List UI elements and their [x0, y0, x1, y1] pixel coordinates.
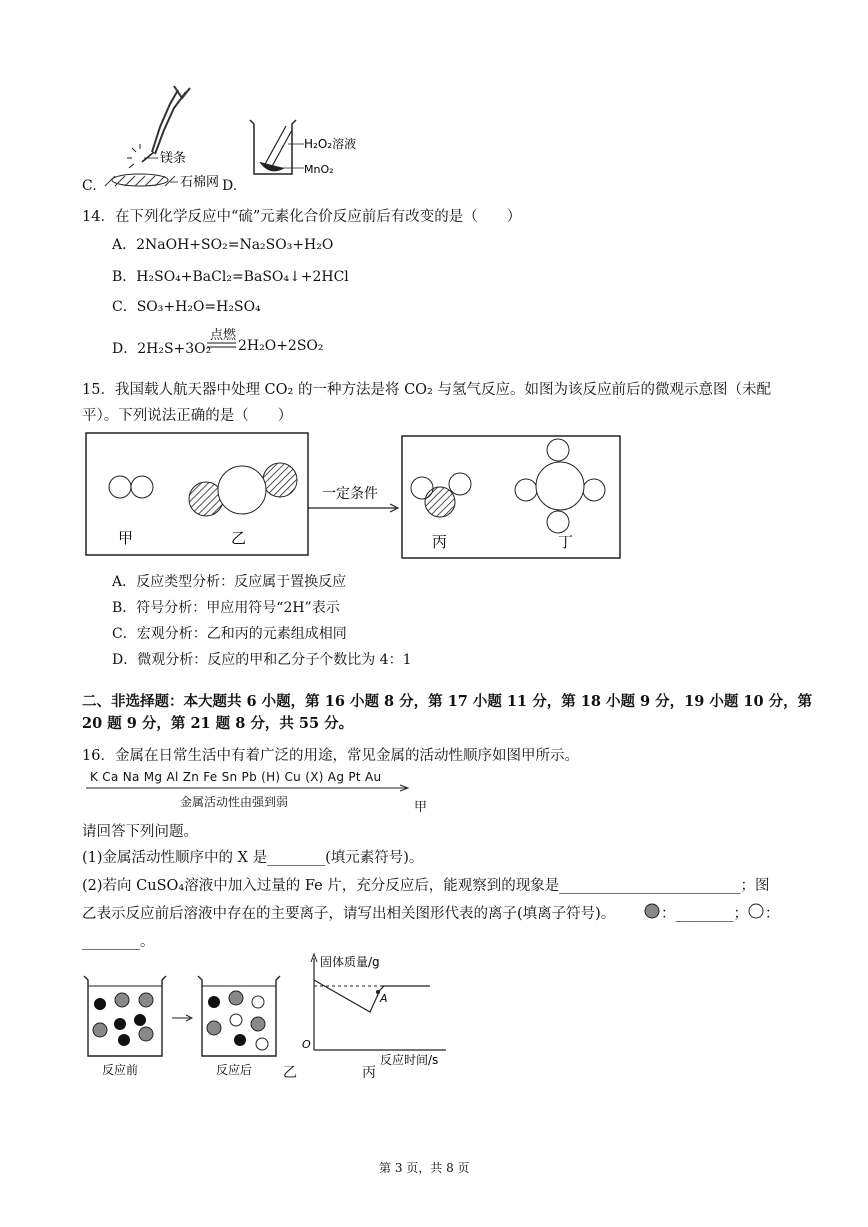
y-axis-label: 固体质量/g: [320, 955, 380, 969]
page-footer: 第 3 页，共 8 页: [379, 1161, 470, 1175]
activity-caption: 金属活动性由强到弱: [180, 795, 289, 809]
catalyst-label: MnO₂: [304, 163, 334, 176]
label-jia: 甲: [118, 529, 134, 547]
x-axis-label: 反应时间/s: [380, 1053, 439, 1067]
question-14-option-a: A．2NaOH+SO₂=Na₂SO₃+H₂O: [112, 237, 334, 253]
hydrogen-atom-icon: [515, 479, 537, 501]
magnesium-burning-figure: [100, 82, 240, 197]
hydrogen-peroxide-figure: [246, 118, 366, 180]
question-14-stem: 14．在下列化学反应中“硫”元素化合价反应前后有改变的是（ ）: [82, 209, 522, 225]
oxygen-atom-icon: [263, 463, 297, 497]
question-15-stem-line1: 15．我国载人航天器中处理 CO₂ 的一种方法是将 CO₂ 与氢气反应。如图为该反应前后的微观示意图（未配: [82, 382, 771, 398]
question-15-option-d: D．微观分析：反应的甲和乙分子个数比为 4：1: [112, 652, 412, 668]
question-15-option-a: A．反应类型分析：反应属于置换反应: [112, 574, 347, 590]
question-14-option-b: B．H₂SO₄+BaCl₂=BaSO₄↓+2HCl: [112, 269, 349, 285]
figure-yi-label: 乙: [283, 1065, 297, 1081]
mass-curve: [314, 980, 384, 1012]
activity-series: K Ca Na Mg Al Zn Fe Sn Pb (H) Cu (X) Ag Pt Au: [90, 770, 382, 784]
label-yi: 乙: [231, 529, 247, 547]
oxygen-atom-icon: [425, 487, 455, 517]
hydrogen-atom-icon: [547, 511, 569, 533]
carbon-atom-icon: [536, 462, 584, 510]
reaction-microscopic-diagram: [84, 430, 624, 562]
question-16-blank-gray: ：________；: [661, 906, 748, 922]
figure-jia-label: 甲: [414, 800, 428, 815]
reaction-condition: 点燃: [210, 328, 237, 343]
option-c-label: C.: [82, 178, 97, 194]
question-16-sub1: (1)金属活动性顺序中的 X 是________(填元素符号)。: [82, 850, 424, 866]
hydrogen-atom-icon: [547, 439, 569, 461]
question-15-option-c: C．宏观分析：乙和丙的元素组成相同: [112, 626, 347, 642]
sparks-icon: [127, 144, 140, 168]
label-ding: 丁: [558, 533, 574, 551]
question-16-sub2-line2: 乙表示反应前后溶液中存在的主要离子，请写出相关图形代表的离子(填离子符号)。: [82, 906, 616, 922]
question-14-option-d: D．2H₂S+3O₂: [112, 341, 212, 357]
question-15-option-b: B．符号分析：甲应用符号“2H”表示: [112, 600, 340, 616]
hydrogen-atom-icon: [131, 476, 153, 498]
ribbon-label: 镁条: [160, 151, 187, 166]
section-2-heading-line1: 二、非选择题：本大题共 6 小题，第 16 小题 8 分，第 17 小题 11 分，第 18 小题 9 分，19 小题 10 分，第: [82, 693, 813, 710]
before-label: 反应前: [102, 1063, 139, 1077]
question-16-prompt: 请回答下列问题。: [82, 824, 198, 840]
question-15-stem-line2: 平）。下列说法正确的是（ ）: [82, 408, 293, 424]
solution-label: H₂O₂溶液: [304, 137, 357, 151]
option-d-label: D.: [222, 178, 238, 194]
equals-arrow: [206, 341, 238, 349]
carbon-atom-icon: [218, 466, 266, 514]
section-2-heading-line2: 20 题 9 分，第 21 题 8 分，共 55 分。: [82, 715, 354, 732]
figure-bing-label: 丙: [362, 1065, 376, 1081]
magnesium-ribbon: [142, 152, 154, 162]
label-bing: 丙: [432, 533, 448, 551]
question-16-sub2-line3: ________。: [82, 934, 155, 950]
question-14-option-c: C．SO₃+H₂O=H₂SO₄: [112, 299, 261, 315]
tongs-arm-1: [152, 90, 178, 152]
point-a-label: A: [380, 992, 388, 1005]
solid-mass-graph: [296, 950, 456, 1080]
ion-beakers-figure: [82, 972, 302, 1082]
question-16-stem: 16．金属在日常生活中有着广泛的用途，常见金属的活动性顺序如图甲所示。: [82, 748, 579, 764]
question-16-sub2-line1: (2)若向 CuSO₄溶液中加入过量的 Fe 片，充分反应后，能观察到的现象是_________________________；图: [82, 878, 770, 894]
after-label: 反应后: [216, 1063, 253, 1077]
question-16-blank-white-colon: ：: [765, 906, 780, 922]
arrow-condition-label: 一定条件: [322, 486, 378, 502]
hydrogen-atom-icon: [449, 473, 471, 495]
question-14-option-d-products: 2H₂O+2SO₂: [238, 338, 324, 354]
hydrogen-atom-icon: [583, 479, 605, 501]
origin-label: O: [302, 1038, 311, 1051]
mno2-catalyst: [260, 162, 284, 171]
gray-ion-icon: [644, 903, 660, 919]
hydrogen-atom-icon: [109, 476, 131, 498]
white-ion-icon: [748, 903, 764, 919]
gauze-label: 石棉网: [180, 175, 220, 190]
